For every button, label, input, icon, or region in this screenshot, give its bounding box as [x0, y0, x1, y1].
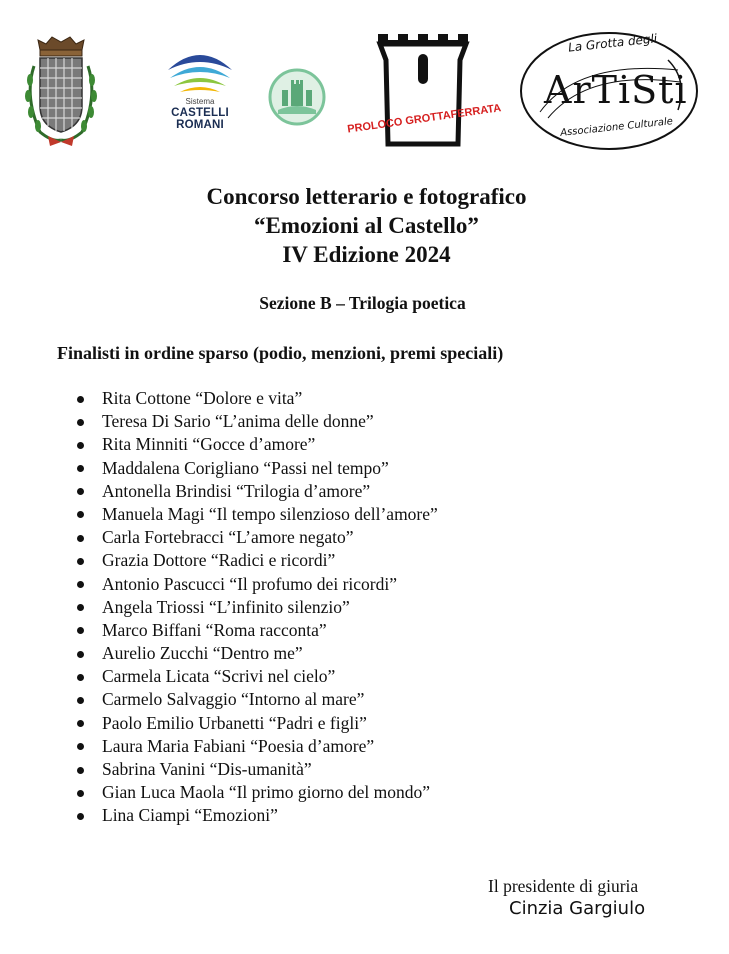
list-item [0, 549, 438, 572]
bullet-icon [77, 442, 84, 449]
list-item [0, 642, 438, 665]
list-item [0, 688, 438, 711]
castle-badge-logo [268, 66, 326, 128]
finalist-entry: Gian Luca Maola “Il primo giorno del mondo” [102, 782, 431, 803]
jury-president-name: Cinzia Gargiulo [509, 898, 646, 919]
finalist-entry: Lina Ciampi “Emozioni” [102, 805, 278, 826]
list-item [0, 526, 438, 549]
list-item [0, 503, 438, 526]
bullet-icon [77, 488, 84, 495]
finalist-entry: Manuela Magi “Il tempo silenzioso dell’amore” [102, 503, 438, 524]
artisti-top-text: La Grotta degli [567, 31, 658, 55]
contest-name: “Emozioni al Castello” [254, 213, 479, 238]
contest-title: Concorso letterario e fotografico [206, 184, 527, 209]
list-item [0, 596, 438, 619]
finalist-entry: Aurelio Zucchi “Dentro me” [102, 643, 303, 664]
list-item [0, 804, 438, 827]
finalist-entry: Carmelo Salvaggio “Intorno al mare” [102, 689, 365, 710]
bullet-icon [77, 697, 84, 704]
proloco-text: PROLOCO GROTTAFERRATA [346, 102, 502, 136]
list-item [0, 712, 438, 735]
jury-president-label: Il presidente di giuria [488, 876, 639, 896]
proloco-grottaferrata-logo [346, 30, 502, 150]
finalists-heading: Finalisti in ordine sparso (podio, menzioni, premi speciali) [57, 343, 504, 363]
finalist-entry: Teresa Di Sario “L’anima delle donne” [102, 411, 374, 432]
bullet-icon [77, 558, 84, 565]
finalist-entry: Antonella Brindisi “Trilogia d’amore” [102, 480, 371, 501]
bullet-icon [77, 535, 84, 542]
finalist-entry: Rita Minniti “Gocce d’amore” [102, 434, 316, 455]
list-item [0, 410, 438, 433]
contest-edition: IV Edizione 2024 [282, 242, 451, 267]
finalist-entry: Antonio Pascucci “Il profumo dei ricordi” [102, 573, 397, 594]
list-item [0, 433, 438, 456]
finalist-entry: Grazia Dottore “Radici e ricordi” [102, 550, 336, 571]
finalist-entry: Sabrina Vanini “Dis-umanità” [102, 759, 312, 779]
bullet-icon [77, 767, 84, 774]
finalist-entry: Paolo Emilio Urbanetti “Padri e figli” [102, 712, 367, 733]
bullet-icon [77, 465, 84, 472]
finalist-entry: Maddalena Corigliano “Passi nel tempo” [102, 457, 389, 478]
finalists-list [0, 387, 438, 828]
section-title: Sezione B – Trilogia poetica [259, 293, 466, 313]
list-item [0, 457, 438, 480]
bullet-icon [77, 581, 84, 588]
romani-label: ROMANI [176, 118, 224, 131]
finalist-entry: Rita Cottone “Dolore e vita” [102, 388, 303, 408]
finalist-entry: Laura Maria Fabiani “Poesia d’amore” [102, 735, 375, 756]
finalist-entry: Carla Fortebracci “L’amore negato” [102, 527, 354, 548]
list-item [0, 758, 438, 781]
artisti-association-logo [518, 30, 700, 152]
finalist-entry: Carmela Licata “Scrivi nel cielo” [102, 666, 336, 687]
list-item [0, 480, 438, 503]
artisti-bottom-text: Associazione Culturale [559, 116, 674, 139]
list-item [0, 781, 438, 804]
bullet-icon [77, 396, 84, 403]
sistema-label: Sistema [185, 97, 215, 106]
list-item [0, 573, 438, 596]
list-item [0, 387, 438, 410]
list-item [0, 619, 438, 642]
logo-row [0, 0, 725, 160]
bullet-icon [77, 651, 84, 658]
list-item [0, 735, 438, 758]
castelli-label: CASTELLI [171, 107, 229, 119]
bullet-icon [77, 604, 84, 611]
finalist-entry: Angela Triossi “L’infinito silenzio” [102, 596, 350, 617]
list-item [0, 665, 438, 688]
municipal-crest-logo [22, 36, 100, 148]
bullet-icon [77, 674, 84, 681]
bullet-icon [77, 813, 84, 820]
bullet-icon [77, 419, 84, 426]
bullet-icon [77, 743, 84, 750]
bullet-icon [77, 720, 84, 727]
bullet-icon [77, 511, 84, 518]
bullet-icon [77, 627, 84, 634]
sistema-castelli-romani-logo [160, 48, 240, 131]
bullet-icon [77, 790, 84, 797]
artisti-main-text: ArTiSti [544, 68, 688, 112]
finalist-entry: Marco Biffani “Roma racconta” [102, 619, 327, 640]
